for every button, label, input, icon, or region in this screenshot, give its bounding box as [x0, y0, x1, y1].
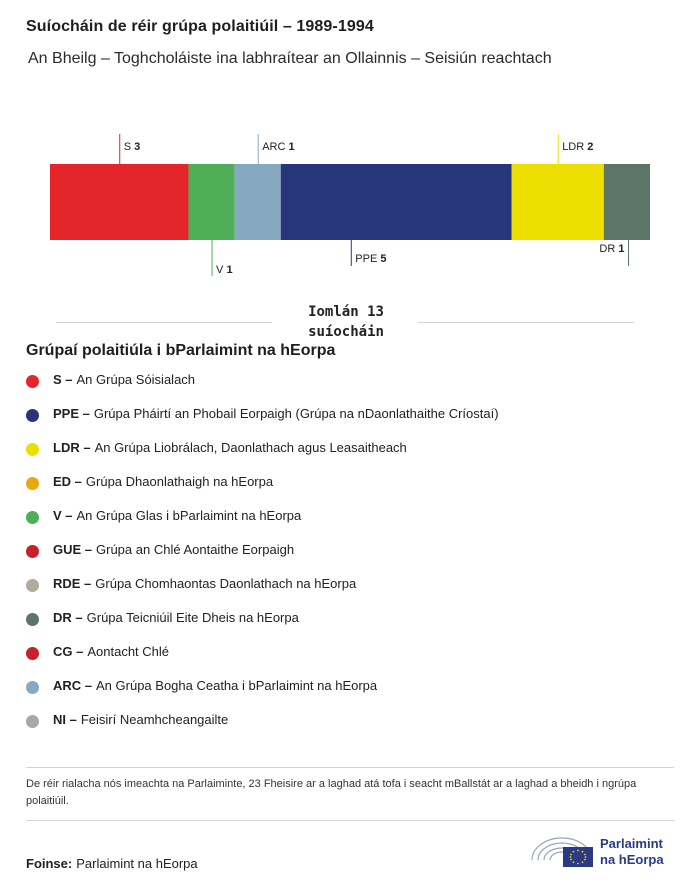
legend-abbr: S –: [53, 372, 73, 387]
legend-abbr: CG –: [53, 644, 84, 659]
legend-color-dot-icon: [26, 443, 39, 456]
legend-abbr: PPE –: [53, 406, 90, 421]
legend-item: [26, 678, 499, 712]
legend-abbr: NI –: [53, 712, 77, 727]
legend-item: [26, 542, 499, 576]
legend-color-dot-icon: [26, 647, 39, 660]
legend-text: Grúpa Teicniúil Eite Dheis na hEorpa: [86, 610, 299, 625]
legend-text: Aontacht Chlé: [87, 644, 170, 659]
legend-text: An Grúpa Liobrálach, Daonlathach agus Leasaitheach: [94, 440, 407, 455]
total-rule-right: [418, 322, 634, 323]
legend-color-dot-icon: [26, 375, 39, 388]
logo-wordmark: [600, 836, 664, 868]
legend-text: Grúpa Chomhaontas Daonlathach na hEorpa: [95, 576, 357, 591]
legend-item: [26, 644, 499, 678]
legend-text: An Grúpa Sóisialach: [76, 372, 196, 387]
legend-item: [26, 372, 499, 406]
legend-text: An Grúpa Bogha Ceatha i bParlaimint na hEorpa: [96, 678, 378, 693]
bar-segment-dr: [604, 164, 650, 240]
legend-title: Grúpaí polaitiúla i bParlaimint na hEorpa: [26, 342, 336, 359]
source-label: Foinse:: [26, 856, 73, 871]
chart-subtitle: An Bheilg – Toghcholáiste ina labhraítear an Ollainnis – Seisiún reachtach: [28, 50, 552, 67]
legend-color-dot-icon: [26, 511, 39, 524]
data-label-dr: DR 1: [599, 243, 625, 255]
logo-line-1: Parlaimint: [600, 836, 663, 851]
legend-abbr: RDE –: [53, 576, 92, 591]
data-label-ppe: PPE 5: [355, 253, 387, 265]
legend-item: [26, 440, 499, 474]
legend-color-dot-icon: [26, 477, 39, 490]
legend-text: An Grúpa Glas i bParlaimint na hEorpa: [76, 508, 302, 523]
total-rule-left: [56, 322, 272, 323]
bar-segment-s: [50, 164, 188, 240]
legend-text: Feisirí Neamhcheangailte: [80, 712, 229, 727]
total-seats-unit: suíocháin: [308, 324, 384, 340]
legend: [26, 372, 499, 746]
legend-item: [26, 610, 499, 644]
data-label-s: S 3: [123, 141, 141, 153]
chart-title: Suíocháin de réir grúpa polaitiúil – 1989-1994: [26, 18, 374, 35]
legend-color-dot-icon: [26, 409, 39, 422]
legend-color-dot-icon: [26, 681, 39, 694]
legend-color-dot-icon: [26, 613, 39, 626]
total-seats-count: Iomlán 13: [308, 304, 384, 320]
total-seats-label: [274, 302, 418, 342]
legend-color-dot-icon: [26, 545, 39, 558]
legend-item: [26, 474, 499, 508]
note-bottom-rule: [26, 820, 674, 821]
data-label-ldr: LDR 2: [562, 141, 594, 153]
legend-abbr: ARC –: [53, 678, 93, 693]
bar-segment-ppe: [281, 164, 512, 240]
legend-color-dot-icon: [26, 579, 39, 592]
legend-abbr: V –: [53, 508, 73, 523]
data-label-arc: ARC 1: [262, 141, 295, 153]
legend-abbr: GUE –: [53, 542, 93, 557]
legend-item: [26, 508, 499, 542]
source-line: [26, 856, 198, 871]
data-label-v: V 1: [216, 264, 233, 276]
legend-abbr: LDR –: [53, 440, 91, 455]
legend-text: Grúpa Pháirtí an Phobail Eorpaigh (Grúpa na nDaonlathaithe Críostaí): [93, 406, 499, 421]
legend-abbr: DR –: [53, 610, 83, 625]
bar-segment-arc: [235, 164, 281, 240]
source-text: Parlaimint na hEorpa: [76, 856, 198, 871]
bar-segment-v: [188, 164, 234, 240]
footnote: De réir rialacha nós imeachta na Parlaiminte, 23 Fheisire ar a laghad atá tofa i seacht mBallstát ar a laghad a bheidh i ngrúpa polaitiúil.: [26, 778, 637, 807]
legend-text: Grúpa an Chlé Aontaithe Eorpaigh: [96, 542, 295, 557]
legend-item: [26, 406, 499, 440]
legend-item: [26, 576, 499, 610]
legend-color-dot-icon: [26, 715, 39, 728]
legend-text: Grúpa Dhaonlathaigh na hEorpa: [85, 474, 274, 489]
logo-line-2: na hEorpa: [600, 852, 664, 867]
bar-segment-ldr: [512, 164, 604, 240]
legend-item: [26, 712, 499, 746]
legend-abbr: ED –: [53, 474, 82, 489]
note-top-rule: [26, 767, 674, 768]
seat-distribution-chart: [0, 120, 700, 290]
